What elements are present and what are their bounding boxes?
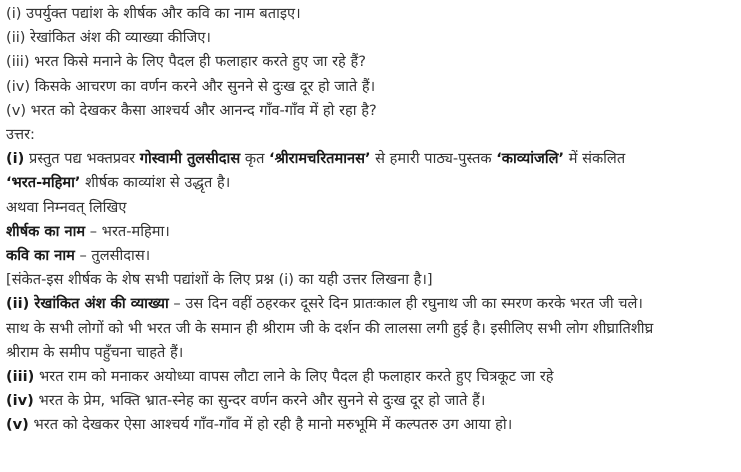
- answer-1-text-b: कृत: [240, 150, 270, 168]
- title-row: [6, 220, 741, 244]
- answer-4-text: भरत के प्रेम, भक्ति भ्रात-स्नेह का सुन्दर वर्णन करने और सुनने से दुःख दूर हो जाते हैं।: [33, 392, 486, 410]
- answer-5-number: (v): [6, 416, 29, 434]
- answer-2-text-1: – उस दिन वहीं ठहरकर दूसरे दिन प्रातःकाल ही रघुनाथ जी का स्मरण करके भरत जी चले।: [168, 295, 643, 313]
- answer-2-line-3: श्रीराम के समीप पहुँचना चाहते हैं।: [6, 343, 184, 361]
- answer-5: [6, 413, 741, 437]
- answer-4: [6, 389, 741, 413]
- answer-label: उत्तर:: [6, 126, 35, 144]
- alternative-line: अथवा निम्नवत् लिखिए: [6, 198, 127, 216]
- poet-label: कवि का नाम: [6, 247, 75, 265]
- answer-4-number: (iv): [6, 392, 34, 410]
- answer-5-text: भरत को देखकर ऐसा आश्चर्य गाँव-गाँव में हो रही है मानो मरुभूमि में कल्पतरु उग आया हो।: [28, 416, 513, 434]
- poem-title: ‘भरत-महिमा’: [6, 174, 81, 192]
- hint-note: [संकेत-इस शीर्षक के शेष सभी पद्यांशों के लिए प्रश्न (i) का यही उत्तर लिखना है।]: [6, 271, 433, 289]
- question-4: (iv) किसके आचरण का वर्णन करने और सुनने से दुःख दूर हो जाते हैं।: [6, 77, 376, 95]
- title-value: – भरत-महिमा।: [85, 222, 170, 240]
- answer-2-line-2: साथ के सभी लोगों को भी भरत जी के समान ही श्रीराम जी के दर्शन की लालसा लगी हुई है। इसीलिए सभी लोग शीघ्रातिशीघ्र: [6, 319, 654, 337]
- answer-1-number: (i): [6, 150, 25, 168]
- answer-1-text-d: में संकलित: [564, 150, 626, 168]
- poet-row: [6, 244, 741, 268]
- answer-3-number: (iii): [6, 368, 35, 386]
- answer-1-line-1: [6, 147, 741, 171]
- answer-1-text-c: से हमारी पाठ्य-पुस्तक: [370, 150, 497, 168]
- answer-1-line-2: [6, 171, 741, 195]
- answer-1-text-e: शीर्षक काव्यांश से उद्धृत है।: [80, 174, 231, 192]
- question-5: (v) भरत को देखकर कैसा आश्चर्य और आनन्द गाँव-गाँव में हो रहा है?: [6, 101, 377, 119]
- answer-3: [6, 365, 741, 389]
- question-2: (ii) रेखांकित अंश की व्याख्या कीजिए।: [6, 29, 211, 47]
- answer-2-label: (ii) रेखांकित अंश की व्याख्या: [6, 295, 169, 313]
- question-1: (i) उपर्युक्त पद्यांश के शीर्षक और कवि का नाम बताइए।: [6, 5, 301, 22]
- answer-2-line-1: [6, 292, 741, 316]
- title-label: शीर्षक का नाम: [6, 222, 86, 240]
- book-name: ‘काव्यांजलि’: [496, 150, 565, 168]
- answer-1-text-a: प्रस्तुत पद्य भक्तप्रवर: [24, 150, 140, 168]
- question-3: (iii) भरत किसे मनाने के लिए पैदल ही फलाहार करते हुए जा रहे हैं?: [6, 53, 366, 71]
- poet-name: गोस्वामी तुलसीदास: [139, 150, 241, 168]
- answer-3-text: भरत राम को मनाकर अयोध्या वापस लौटा लाने के लिए पैदल ही फलाहार करते हुए चित्रकूट जा रहे: [34, 368, 554, 386]
- poet-value: – तुलसीदास।: [74, 247, 151, 265]
- work-name: ‘श्रीरामचरितमानस’: [269, 150, 371, 168]
